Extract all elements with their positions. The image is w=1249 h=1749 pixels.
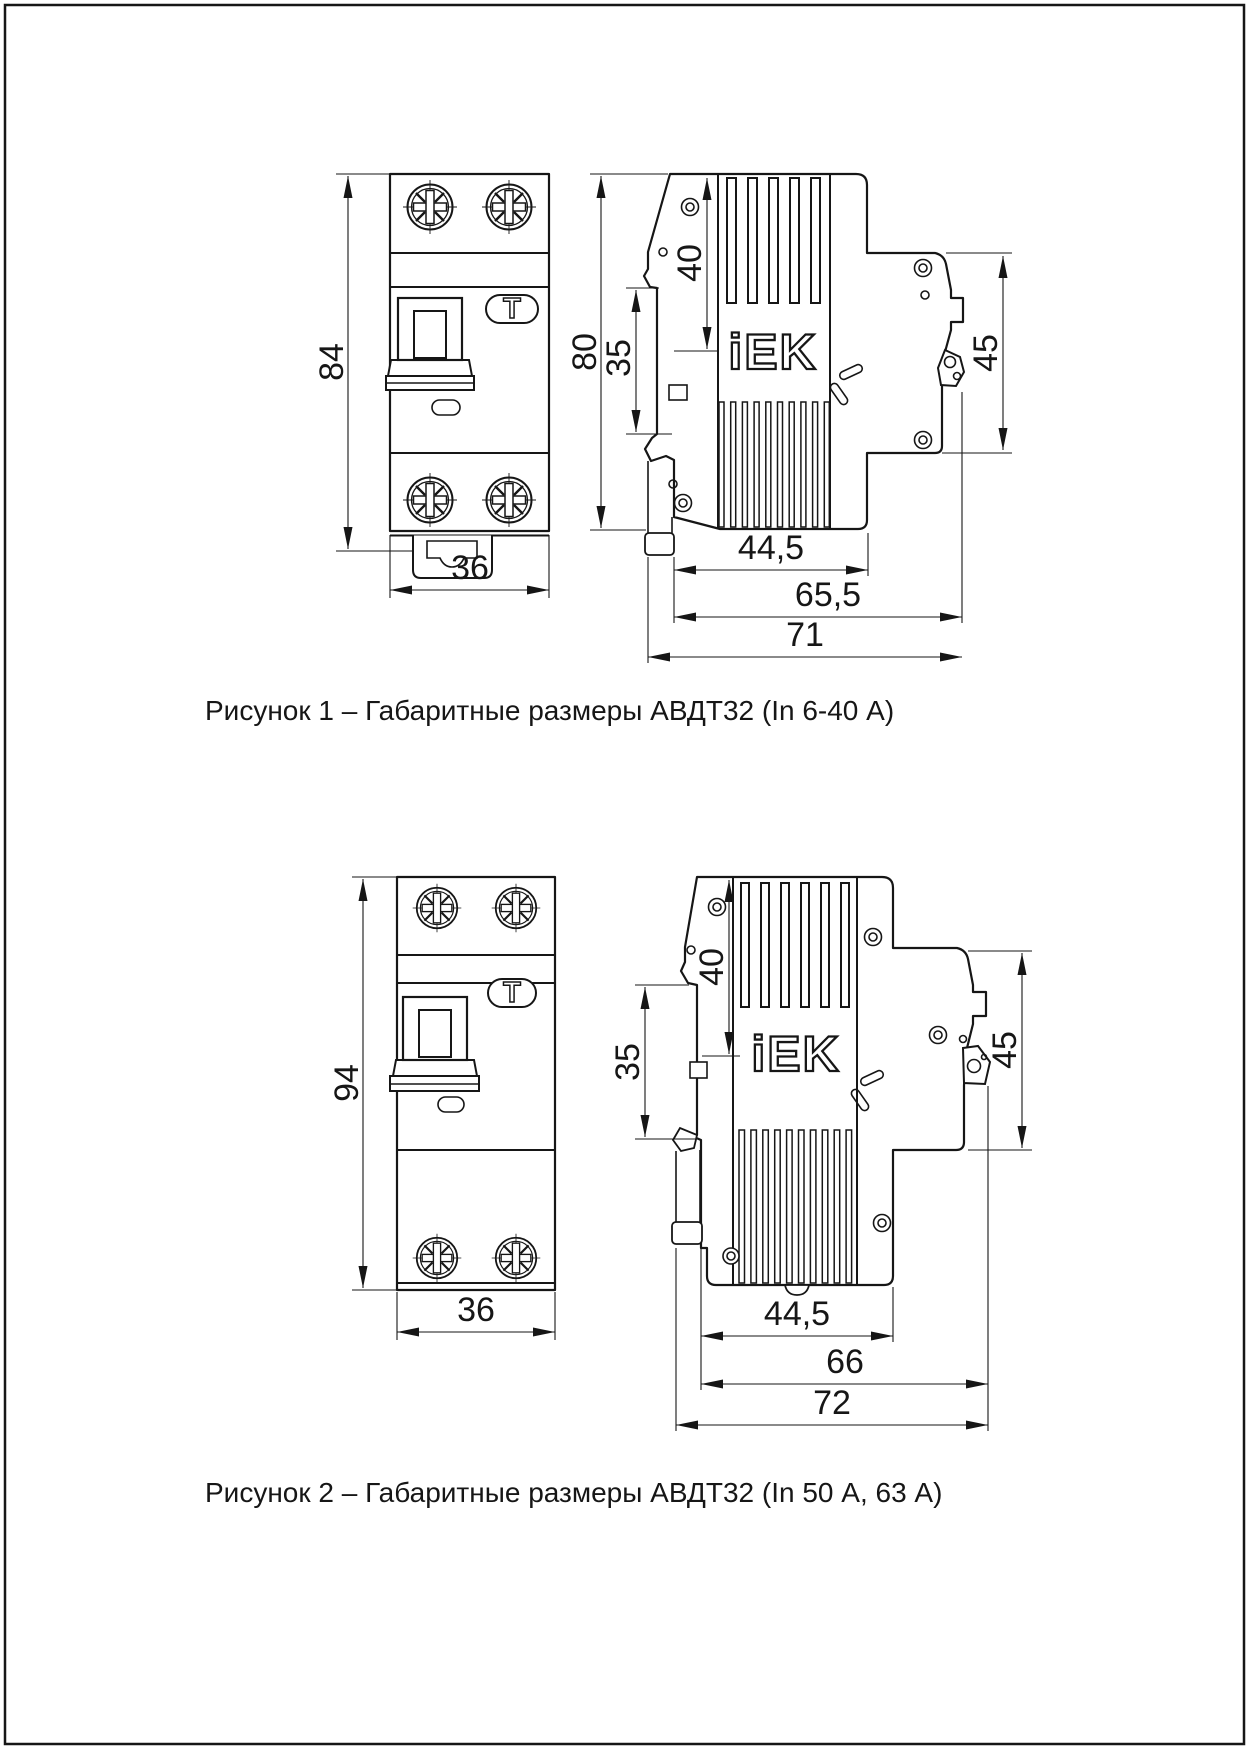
dimension-label: 40	[693, 948, 731, 986]
figure2-front-view	[328, 877, 555, 1340]
iek-logo: iEK	[728, 324, 818, 380]
toggle-switch	[390, 997, 479, 1091]
dimension-label: 45	[967, 334, 1005, 372]
test-button	[488, 977, 536, 1009]
dimension-label: 40	[671, 244, 709, 282]
dimension-label: 45	[986, 1031, 1024, 1069]
dimension-label: 65,5	[794, 576, 862, 614]
test-button	[486, 293, 538, 325]
dimension-front-height	[328, 877, 399, 1290]
dimension-label: 84	[313, 343, 351, 381]
dimension-label: 66	[826, 1343, 864, 1381]
figure2	[205, 877, 1032, 1508]
figure1-caption: Рисунок 1 – Габаритные размеры АВДТ32 (In 6-40 А)	[205, 695, 895, 726]
dimension-front-width	[397, 1291, 555, 1340]
dimension-label: 72	[813, 1384, 851, 1422]
dimension-label: 71	[786, 616, 824, 654]
toggle-switch	[386, 298, 474, 390]
dimension-label: 35	[609, 1043, 647, 1081]
figure1-side-view	[566, 174, 1012, 663]
figure2-caption: Рисунок 2 – Габаритные размеры АВДТ32 (In 50 А, 63 А)	[205, 1477, 943, 1508]
figure1	[205, 174, 1012, 726]
test-button-label: T	[503, 293, 521, 325]
terminal-clamp	[938, 350, 964, 386]
dimension-din-channel	[609, 985, 700, 1139]
dimension-label: 80	[566, 333, 604, 371]
clip-release-tab	[690, 1062, 707, 1078]
figure1-front-view	[313, 174, 549, 598]
dimension-label: 35	[600, 339, 638, 377]
bottom-bump	[785, 1285, 809, 1295]
dimension-label: 36	[451, 549, 489, 587]
test-button-label: T	[503, 977, 521, 1009]
iek-logo: iEK	[751, 1026, 841, 1082]
dimension-label: 44,5	[737, 529, 805, 567]
clip-release-tab	[669, 385, 687, 400]
dimension-label: 44,5	[763, 1295, 831, 1333]
dimension-label: 94	[328, 1064, 366, 1102]
dimension-label: 36	[457, 1291, 495, 1329]
figure2-side-view	[609, 877, 1032, 1431]
